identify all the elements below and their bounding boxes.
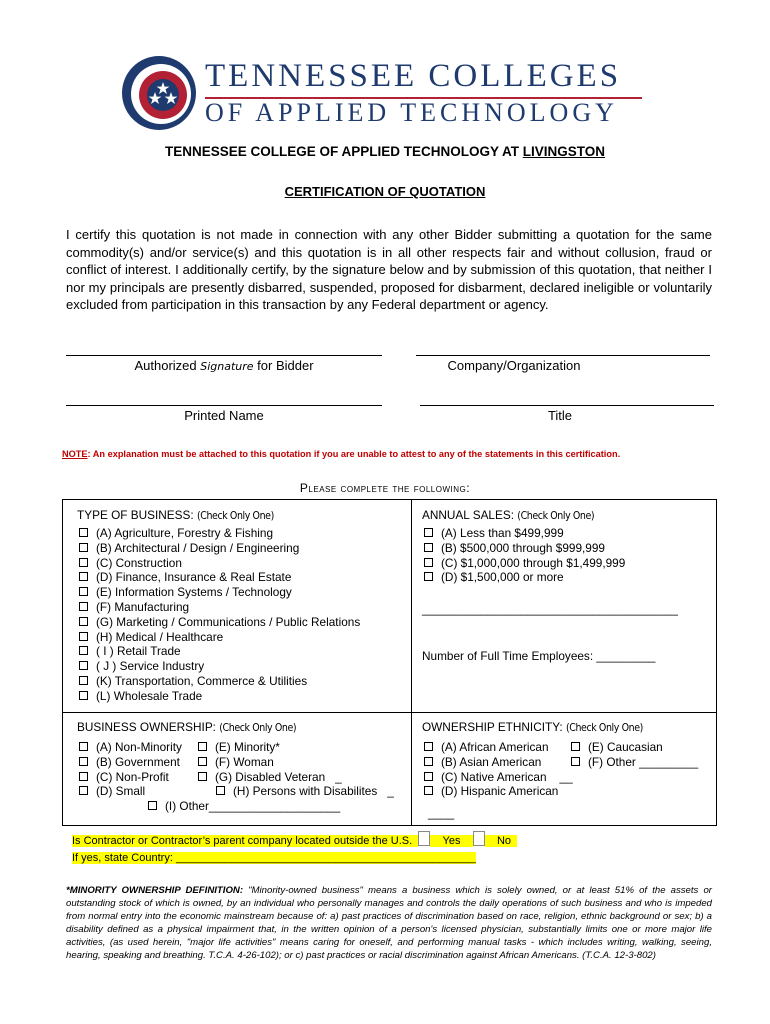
country-blank[interactable]: _________________________________________________ (175, 852, 476, 864)
checkbox[interactable] (198, 757, 207, 766)
ethnicity-option[interactable] (424, 755, 573, 770)
note-label: NOTE (62, 449, 88, 459)
yes-checkbox[interactable] (418, 831, 430, 846)
definition-label: *MINORITY OWNERSHIP DEFINITION: (66, 885, 244, 896)
option-label: (L) Wholesale Trade (96, 688, 203, 703)
checkbox[interactable] (79, 646, 88, 655)
option-label: (H) Medical / Healthcare (96, 629, 224, 644)
checkbox[interactable] (79, 691, 88, 700)
option-label: (F) Woman (215, 754, 274, 769)
annual-sales-option[interactable] (424, 556, 625, 571)
checkbox[interactable] (79, 602, 88, 611)
option-label: (F) Manufacturing (96, 599, 190, 614)
yes-label: Yes (442, 835, 461, 847)
option-label: (H) Persons with Disabilites (233, 784, 378, 799)
ownership-right-list (198, 740, 394, 799)
business-type-option[interactable] (79, 630, 360, 645)
minority-definition (66, 884, 712, 963)
checkbox[interactable] (198, 772, 207, 781)
checkbox[interactable] (424, 528, 433, 537)
option-label: (G) Marketing / Communications / Public Relations (96, 614, 361, 629)
annual-sales-option[interactable] (424, 526, 625, 541)
annual-sales-title: ANNUAL SALES: (422, 508, 518, 522)
checkbox[interactable] (148, 801, 157, 810)
option-label: (A) African American (441, 740, 549, 754)
checkbox[interactable] (424, 772, 433, 781)
logo-line1: TENNESSEE COLLEGES (205, 58, 622, 94)
ownership-option[interactable] (216, 784, 394, 799)
option-label: (D) $1,500,000 or more (441, 570, 564, 585)
page-subtitle: CERTIFICATION OF QUOTATION (284, 184, 486, 199)
please-complete-heading: Please complete the following: (299, 481, 471, 495)
option-label: (B) $500,000 through $999,999 (441, 540, 605, 555)
checkbox[interactable] (79, 632, 88, 641)
ownership-title: BUSINESS OWNERSHIP: (77, 720, 220, 734)
ethnicity-heading (422, 720, 643, 734)
checkbox[interactable] (79, 587, 88, 596)
veteran-tail: _ (335, 769, 342, 784)
annual-sales-heading (422, 508, 594, 522)
company-label: Company/Organization (447, 358, 581, 373)
business-type-option[interactable] (79, 674, 360, 689)
full-time-employees-field[interactable]: Number of Full Time Employees: _________ (422, 649, 656, 663)
ownership-option[interactable] (79, 755, 182, 770)
annual-sales-option[interactable] (424, 541, 625, 556)
checkbox[interactable] (424, 543, 433, 552)
annual-sales-blank-line[interactable]: _______________________________________ (422, 602, 678, 616)
option-label: (C) $1,000,000 through $1,499,999 (441, 555, 626, 570)
option-label: (B) Asian American (441, 754, 542, 769)
checkbox[interactable] (79, 772, 88, 781)
ownership-left-list (79, 740, 182, 799)
checkbox[interactable] (424, 558, 433, 567)
checkbox[interactable] (198, 742, 207, 751)
no-checkbox[interactable] (473, 831, 485, 846)
ethnicity-option[interactable] (424, 770, 573, 785)
annual-sales-qualifier: (Check Only One) (517, 510, 595, 522)
note-text (62, 449, 722, 459)
option-label: ( J ) Service Industry (96, 659, 205, 674)
ownership-option[interactable] (198, 740, 394, 755)
sig-label-word: Signature (200, 360, 254, 373)
logo-line2: OF APPLIED TECHNOLOGY (205, 98, 618, 127)
company-line[interactable] (416, 355, 710, 356)
ownership-other-option[interactable] (148, 799, 340, 814)
checkbox[interactable] (79, 543, 88, 552)
outside-us-question-text: Is Contractor or Contractor’s parent company located outside the U.S. (72, 835, 413, 847)
ownership-option[interactable] (79, 770, 182, 785)
checkbox[interactable] (79, 742, 88, 751)
printed-name-line[interactable] (66, 405, 382, 406)
option-label: (D) Finance, Insurance & Real Estate (96, 570, 292, 585)
country-field[interactable] (72, 851, 476, 866)
checkbox[interactable] (216, 786, 225, 795)
page-title (0, 144, 770, 159)
option-label: (A) Agriculture, Forestry & Fishing (96, 526, 274, 540)
option-label: (E) Information Systems / Technology (96, 585, 292, 600)
checkbox[interactable] (79, 786, 88, 795)
business-type-option[interactable] (79, 526, 360, 541)
ownership-qualifier: (Check Only One) (219, 722, 297, 734)
no-label-wrap (485, 835, 517, 847)
option-label: (C) Construction (96, 555, 182, 570)
native-tail: __ (559, 769, 573, 784)
option-label: (G) Disabled Veteran (215, 769, 326, 784)
option-label: (B) Government (96, 754, 180, 769)
title-prefix: TENNESSEE COLLEGE OF APPLIED TECHNOLOGY AT (164, 144, 523, 159)
checkbox[interactable] (79, 661, 88, 670)
ethnicity-option[interactable] (571, 740, 698, 755)
yes-label-wrap (430, 835, 472, 847)
option-label: (K) Transportation, Commerce & Utilities (96, 673, 308, 688)
ethnicity-title: OWNERSHIP ETHNICITY: (422, 720, 566, 734)
checkbox[interactable] (79, 757, 88, 766)
checkbox[interactable] (79, 528, 88, 537)
business-type-list (79, 526, 360, 704)
ethnicity-trailing-blank[interactable]: ____ (428, 806, 455, 820)
checkbox[interactable] (424, 786, 433, 795)
title-label: Title (547, 408, 573, 423)
option-label: (D) Small (96, 784, 146, 799)
authorized-signature-line[interactable] (66, 355, 382, 356)
table-divider-horizontal (62, 712, 717, 713)
option-label: (D) Hispanic American (441, 784, 559, 799)
business-type-option[interactable] (79, 600, 360, 615)
option-label: (C) Non-Profit (96, 769, 169, 784)
checkbox[interactable] (571, 757, 580, 766)
checkbox[interactable] (79, 676, 88, 685)
no-label: No (496, 835, 511, 847)
checkbox[interactable] (424, 757, 433, 766)
option-label: (I) Other____________________ (165, 799, 341, 813)
business-type-option[interactable] (79, 659, 360, 674)
checkbox[interactable] (424, 572, 433, 581)
definition-text: "Minority-owned business" means a business which is solely owned, or at least 51% of the assets or outstanding stock of which is owned, by an individual who personally manages and controls the daily operations of such business and who is impeded from normal entry into the economic mainstream because of: a) past practices of discrimination based on race, religion, ethnic background or sex; b) a disability defined as a physical impairment that, in the written opinion of a person's licensed physician, substantially limits one or more major life activities, (as used herein, "major life activities" means caring for oneself, and performing manual tasks - which includes writing, walking, seeing, hearing, speaking and breathing. T.C.A. 4-26-102); or c) past practices or racial discrimination against African Americans. (T.C.A. 12-3-802) (66, 885, 712, 962)
checkbox[interactable] (79, 617, 88, 626)
checkbox[interactable] (79, 572, 88, 581)
printed-name-label: Printed Name (184, 408, 264, 423)
annual-sales-list (424, 526, 625, 585)
sig-label-pre: Authorized (134, 358, 201, 373)
business-type-option[interactable] (79, 556, 360, 571)
option-label: (F) Other _________ (588, 754, 699, 769)
ethnicity-option[interactable] (424, 740, 573, 755)
sig-label-post: for Bidder (253, 358, 314, 373)
option-label: (C) Native American (441, 769, 547, 784)
option-label: (B) Architectural / Design / Engineering (96, 540, 300, 555)
business-type-option[interactable] (79, 644, 360, 659)
ethnicity-option[interactable] (571, 755, 698, 770)
business-type-option[interactable] (79, 689, 360, 704)
option-label: (E) Minority* (215, 740, 280, 754)
table-divider-vertical (411, 499, 412, 826)
note-body: : An explanation must be attached to this quotation if you are unable to attest to any of the statements in this certification. (87, 449, 621, 459)
tennessee-tri-star-seal-icon (120, 54, 198, 132)
business-type-title: TYPE OF BUSINESS: (77, 508, 197, 522)
business-type-option[interactable] (79, 585, 360, 600)
ownership-option[interactable] (79, 740, 182, 755)
ownership-option[interactable] (79, 784, 182, 799)
option-label: (A) Non-Minority (96, 740, 182, 754)
authorized-signature-label (66, 358, 382, 373)
ownership-option[interactable] (198, 755, 394, 770)
annual-sales-option[interactable] (424, 570, 625, 585)
checkbox[interactable] (79, 558, 88, 567)
ethnicity-option[interactable] (424, 784, 573, 799)
ownership-heading (77, 720, 296, 734)
ownership-option[interactable] (198, 770, 394, 785)
checkbox[interactable] (424, 742, 433, 751)
ethnicity-left-list (424, 740, 573, 799)
business-type-qualifier: (Check Only One) (196, 510, 274, 522)
outside-us-question (72, 831, 517, 849)
option-label: ( I ) Retail Trade (96, 644, 181, 659)
business-type-option[interactable] (79, 570, 360, 585)
country-label: If yes, state Country: (72, 852, 176, 864)
certification-text: I certify this quotation is not made in connection with any other Bidder submitting a quotation for the same commodity(s) and/or service(s) and this quotation is in all other respects fair and without collusion, fraud or conflict of interest. I additionally certify, by the signature below and by submission of this quotation, that neither I nor my principals are presently disbarred, suspended, proposed for disbarment, declared ineligible or voluntarily excluded from participation in this transaction by any Federal department or agency. (66, 227, 712, 312)
ethnicity-qualifier: (Check Only One) (565, 722, 643, 734)
business-type-heading (77, 508, 274, 522)
option-label: (A) Less than $499,999 (441, 526, 564, 540)
option-label: (E) Caucasian (588, 740, 663, 754)
title-line[interactable] (420, 405, 714, 406)
checkbox[interactable] (571, 742, 580, 751)
title-location: LIVINGSTON (522, 144, 606, 159)
business-type-option[interactable] (79, 615, 360, 630)
ethnicity-right-list (571, 740, 698, 770)
disab-tail: _ (387, 784, 394, 799)
business-type-option[interactable] (79, 541, 360, 556)
